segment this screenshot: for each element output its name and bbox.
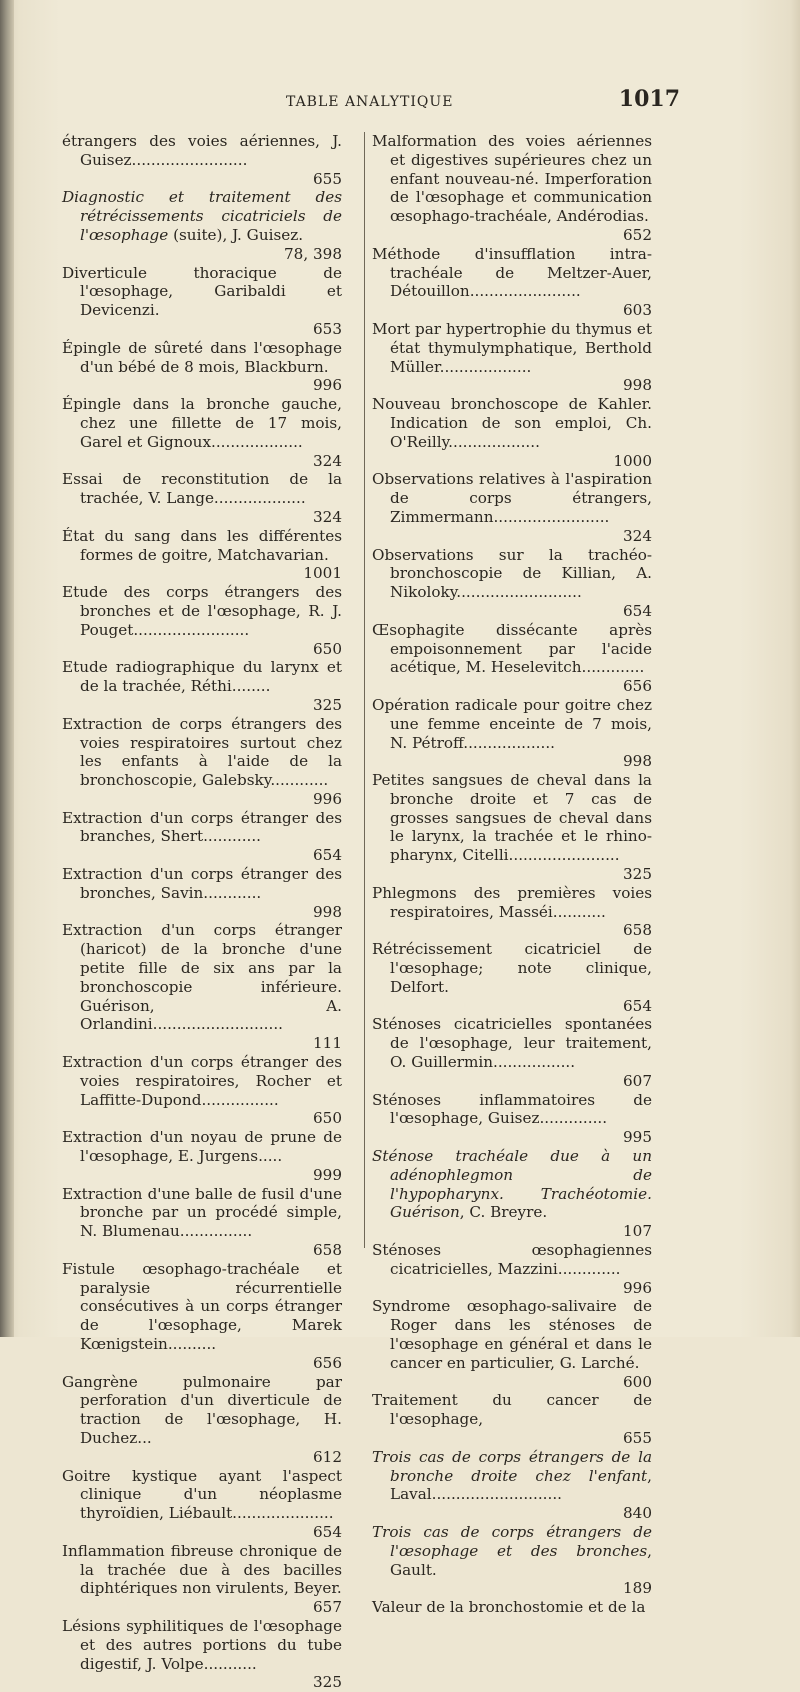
page-header (80, 86, 680, 126)
index-entry (372, 1241, 652, 1297)
index-entry (372, 546, 652, 621)
index-entry-page: 650 (313, 1109, 342, 1128)
index-entry (62, 395, 342, 470)
index-entry (62, 1373, 342, 1467)
index-entry-page: 78, 398 (284, 244, 342, 263)
index-entry-page: 603 (623, 301, 652, 320)
index-entry-page: 650 (313, 639, 342, 658)
index-entry-text: Observations relatives à l'aspiration de corps étrangers, Zimmermann........................ (372, 470, 652, 526)
index-entry (372, 621, 652, 696)
index-entry-text: Lésions syphilitiques de l'œsophage et des autres portions du tube digestif, J. Volpe........... (62, 1616, 342, 1673)
index-entry-page: 840 (623, 1504, 652, 1523)
index-entry-page: 998 (623, 752, 652, 771)
index-entry (372, 771, 652, 884)
index-entry-text: Extraction d'un noyau de prune de l'œsophage, E. Jurgens..... (62, 1128, 342, 1166)
index-entry (372, 1523, 652, 1598)
index-entry-page: 325 (313, 1673, 342, 1692)
index-entry-text: Œsophagite dissécante après empoisonnement par l'acide acétique, M. Heselevitch............. (372, 620, 652, 677)
index-entry-text: Épingle de sûreté dans l'œsophage d'un bébé de 8 mois, Blackburn. (62, 338, 342, 376)
index-entry (62, 339, 342, 395)
index-entry-page: 995 (623, 1128, 652, 1147)
index-entry-text: Épingle dans la bronche gauche, chez une fillette de 17 mois, Garel et Gignoux................... (62, 395, 342, 451)
index-entry-page: 654 (623, 996, 652, 1015)
index-entry-page: 1001 (303, 564, 342, 583)
index-entry (62, 132, 342, 188)
index-entry-page: 654 (313, 846, 342, 865)
index-entry-page: 652 (623, 225, 652, 244)
index-entry-page: 996 (313, 789, 342, 808)
index-entry-page: 111 (313, 1034, 342, 1053)
index-entry-page: 600 (623, 1372, 652, 1391)
column-divider (364, 132, 365, 1248)
index-entry (372, 1091, 652, 1147)
index-entry (62, 1260, 342, 1373)
book-gutter-shadow (0, 0, 14, 1337)
index-entry-page: 656 (623, 677, 652, 696)
index-entry (62, 715, 342, 809)
index-entry-text: Fistule œsophago-trachéale et paralysie récurrentielle consécutives à un corps étranger de l'œsophage, Marek Kœnigstein.......... (62, 1259, 342, 1353)
index-entry-page: 653 (313, 319, 342, 338)
index-entry-page: 658 (623, 921, 652, 940)
index-entry-text: Diagnostic et traitement des rétrécissements cicatriciels de l'œsophage (suite), J. Guisez. (62, 188, 342, 244)
right-column (372, 132, 652, 1617)
index-entry-text: Sténoses œsophagiennes cicatricielles, Mazzini............. (372, 1241, 652, 1278)
index-entry (62, 1542, 342, 1617)
index-entry-text: Sténoses cicatricielles spontanées de l'œsophage, leur traitement, O. Guillermin................. (372, 1015, 652, 1072)
index-entry-text: Etude radiographique du larynx et de la trachée, Réthi........ (62, 658, 342, 696)
index-entry-text: Extraction d'un corps étranger des branches, Shert............ (62, 808, 342, 846)
index-entry-page: 998 (623, 376, 652, 395)
index-entry-text: Goitre kystique ayant l'aspect clinique d'un néoplasme thyroïdien, Liébault..................... (62, 1466, 342, 1523)
index-entry-page: 656 (313, 1353, 342, 1372)
index-entry (372, 1391, 652, 1447)
index-entry-text: Sténose trachéale due à un adénophlegmon de l'hypopharynx. Trachéotomie. Guérison, C. Breyre. (372, 1147, 652, 1222)
index-entry-text: Phlegmons des premières voies respiratoires, Masséi........... (372, 883, 652, 921)
index-entry-page: 999 (313, 1165, 342, 1184)
index-entry (372, 1598, 652, 1617)
index-entry (372, 1015, 652, 1090)
index-entry (372, 245, 652, 320)
index-entry (372, 395, 652, 470)
index-entry-text: État du sang dans les différentes formes de goitre, Matchavarian. (62, 526, 342, 564)
index-entry-text: Essai de reconstitution de la trachée, V. Lange................... (62, 470, 342, 508)
index-entry-text: Extraction d'un corps étranger des voies respiratoires, Rocher et Laffitte-Dupond................ (62, 1053, 342, 1109)
index-entry (372, 320, 652, 395)
index-entry-page: 655 (313, 169, 342, 188)
index-entry (372, 1448, 652, 1523)
index-entry (62, 1185, 342, 1260)
index-entry-page: 325 (623, 865, 652, 884)
index-entry-text: Extraction d'une balle de fusil d'une bronche par un procédé simple, N. Blumenau............... (62, 1184, 342, 1241)
index-entry (372, 884, 652, 940)
index-entry-text: Opération radicale pour goitre chez une femme enceinte de 7 mois, N. Pétroff................... (372, 695, 652, 752)
index-entry-page: 654 (623, 601, 652, 620)
index-entry (372, 696, 652, 771)
index-entry (62, 1467, 342, 1542)
index-entry-text: Trois cas de corps étrangers de la bronche droite chez l'enfant, Laval........................... (372, 1447, 652, 1504)
index-entry-text: étrangers des voies aériennes, J. Guisez........................ (62, 132, 342, 169)
index-entry (62, 188, 342, 263)
running-title: TABLE ANALYTIQUE (286, 94, 454, 110)
index-entry-text: Diverticule thoracique de l'œsophage, Garibaldi et Devicenzi. (62, 263, 342, 320)
index-entry-page: 996 (313, 376, 342, 395)
index-entry-page: 189 (623, 1579, 652, 1598)
index-entry-page: 658 (313, 1241, 342, 1260)
index-entry-page: 657 (313, 1598, 342, 1617)
index-entry-text: Extraction d'un corps étranger (haricot) de la bronche d'une petite fille de six ans par la bronchoscopie inférieure. Guérison, A. Orlandini........................... (62, 921, 342, 1034)
index-entry (62, 583, 342, 658)
index-entry-text: Mort par hypertrophie du thymus et état thymulymphatique, Berthold Müller................... (372, 319, 652, 376)
index-entry-page: 325 (313, 695, 342, 714)
index-entry (62, 1128, 342, 1184)
index-entry-page: 324 (623, 526, 652, 545)
index-entry-text: Syndrome œsophago-salivaire de Roger dans les sténoses de l'œsophage en général et dans le cancer en particulier, G. Larché. (372, 1297, 652, 1372)
index-entry (372, 1297, 652, 1391)
page-number: 1017 (618, 86, 680, 112)
index-entry-text: Sténoses inflammatoires de l'œsophage, Guisez.............. (372, 1090, 652, 1128)
index-entry-page: 607 (623, 1071, 652, 1090)
left-column (62, 132, 342, 1692)
index-entry-text: Valeur de la bronchostomie et de la (372, 1598, 646, 1617)
index-entry-page: 655 (623, 1428, 652, 1447)
index-entry-page: 996 (623, 1278, 652, 1297)
index-entry-page: 1000 (613, 451, 652, 470)
index-entry-page: 998 (313, 902, 342, 921)
index-entry (62, 865, 342, 921)
index-entry-page: 612 (313, 1447, 342, 1466)
index-entry (62, 264, 342, 339)
index-entry-text: Inflammation fibreuse chronique de la trachée due à des bacilles diphtériques non virulents, Beyer. (62, 1541, 342, 1598)
index-entry (372, 470, 652, 545)
index-entry (62, 527, 342, 583)
index-entry-text: Nouveau bronchoscope de Kahler. Indication de son emploi, Ch. O'Reilly................... (372, 395, 652, 451)
index-entry-page: 107 (623, 1222, 652, 1241)
index-entry-text: Gangrène pulmonaire par perforation d'un diverticule de traction de l'œsophage, H. Duchez... (62, 1372, 342, 1447)
index-entry-page: 654 (313, 1522, 342, 1541)
index-entry-text: Rétrécissement cicatriciel de l'œsophage; note clinique, Delfort. (372, 940, 652, 996)
index-entry-page: 324 (313, 451, 342, 470)
index-entry (372, 940, 652, 1015)
index-entry-page: 324 (313, 507, 342, 526)
index-entry (62, 921, 342, 1053)
index-entry (372, 1147, 652, 1241)
index-entry (372, 132, 652, 245)
index-entry (62, 658, 342, 714)
index-entry (62, 1053, 342, 1128)
index-entry (62, 809, 342, 865)
index-entry-text: Petites sangsues de cheval dans la bronche droite et 7 cas de grosses sangsues de cheval dans le larynx, la trachée et le rhino-pharynx, Citelli....................... (372, 771, 652, 865)
index-entry-text: Trois cas de corps étrangers de l'œsophage et des bronches, Gault. (372, 1522, 652, 1579)
index-entry (62, 470, 342, 526)
index-entry (62, 1617, 342, 1692)
index-entry-text: Extraction de corps étrangers des voies respiratoires surtout chez les enfants à l'aide de la bronchoscopie, Galebsky............ (62, 714, 342, 790)
index-entry-text: Malformation des voies aériennes et digestives supérieures chez un enfant nouveau-né. Imperforation de l'œsophage et communication œsophago-trachéale, Andérodias. (372, 132, 652, 226)
index-entry-text: Traitement du cancer de l'œsophage, (372, 1391, 652, 1429)
index-entry-text: Etude des corps étrangers des bronches et de l'œsophage, R. J. Pouget........................ (62, 583, 342, 639)
index-entry-text: Extraction d'un corps étranger des bronches, Savin............ (62, 865, 342, 902)
index-entry-text: Observations sur la trachéo-bronchoscopie de Killian, A. Nikoloky.......................... (372, 545, 652, 602)
index-entry-text: Méthode d'insufflation intra-trachéale de Meltzer-Auer, Détouillon....................... (372, 244, 652, 301)
